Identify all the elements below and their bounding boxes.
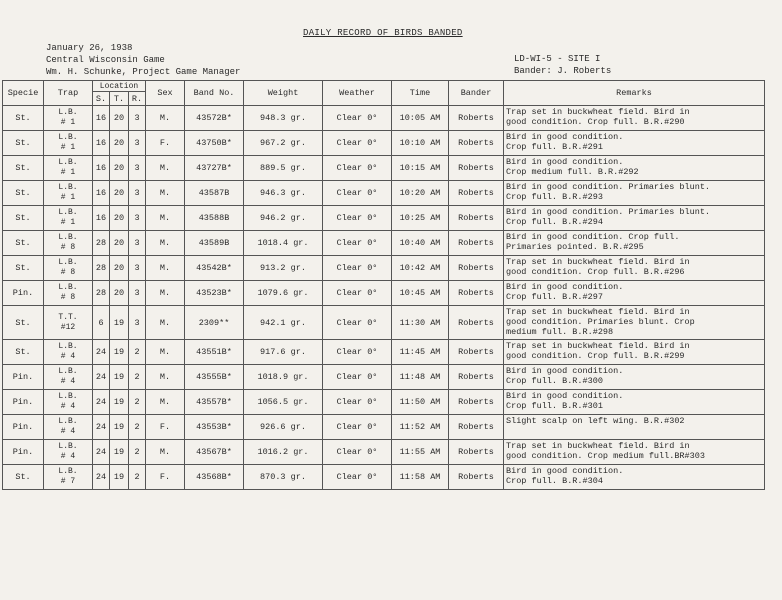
col-township: T. [110, 92, 129, 106]
cell-time: 10:15 AM [392, 156, 449, 181]
cell-trap [44, 440, 93, 465]
cell-weather: Clear 0° [323, 306, 392, 340]
trap-type: L.B. [58, 208, 78, 217]
cell-trap [44, 106, 93, 131]
cell-section: 28 [93, 231, 110, 256]
cell-bander: Roberts [449, 206, 504, 231]
cell-weight: 917.6 gr. [244, 340, 323, 365]
cell-time: 11:58 AM [392, 465, 449, 490]
table-row [3, 365, 765, 390]
cell-species: Pin. [3, 365, 44, 390]
trap-number: # 8 [60, 293, 76, 302]
cell-sex: M. [146, 231, 185, 256]
cell-trap [44, 231, 93, 256]
cell-range: 2 [129, 415, 146, 440]
cell-section: 24 [93, 440, 110, 465]
cell-trap [44, 465, 93, 490]
remarks-line-1: Trap set in buckwheat field. Bird in [506, 341, 690, 351]
trap-number: #12 [60, 322, 76, 332]
cell-weight: 948.3 gr. [244, 106, 323, 131]
cell-township: 19 [110, 365, 129, 390]
trap-type: L.B. [58, 233, 78, 242]
cell-sex: M. [146, 340, 185, 365]
cell-remarks [504, 440, 765, 465]
col-location: Location [93, 81, 146, 92]
cell-section: 28 [93, 256, 110, 281]
cell-range: 3 [129, 106, 146, 131]
cell-species: Pin. [3, 415, 44, 440]
cell-township: 19 [110, 306, 129, 340]
cell-band: 43568B* [185, 465, 244, 490]
cell-township: 19 [110, 440, 129, 465]
cell-band: 43551B* [185, 340, 244, 365]
cell-section: 16 [93, 106, 110, 131]
trap-number: # 4 [60, 427, 76, 436]
cell-sex: M. [146, 306, 185, 340]
cell-bander: Roberts [449, 306, 504, 340]
cell-remarks [504, 340, 765, 365]
cell-bander: Roberts [449, 415, 504, 440]
remarks-line-1: Bird in good condition. Primaries blunt. [506, 207, 711, 217]
cell-time: 10:45 AM [392, 281, 449, 306]
cell-species: St. [3, 340, 44, 365]
table-row [3, 465, 765, 490]
cell-remarks [504, 131, 765, 156]
cell-band: 43588B [185, 206, 244, 231]
table-row [3, 106, 765, 131]
trap-type: L.B. [58, 283, 78, 292]
trap-number: # 1 [60, 218, 76, 227]
cell-time: 11:52 AM [392, 415, 449, 440]
trap-number: # 8 [60, 268, 76, 277]
cell-weight: 1018.9 gr. [244, 365, 323, 390]
cell-weight: 942.1 gr. [244, 306, 323, 340]
cell-weather: Clear 0° [323, 440, 392, 465]
cell-weather: Clear 0° [323, 281, 392, 306]
cell-weight: 870.3 gr. [244, 465, 323, 490]
cell-section: 24 [93, 390, 110, 415]
trap-number: # 4 [60, 402, 76, 411]
cell-time: 11:50 AM [392, 390, 449, 415]
header-manager: Wm. H. Schunke, Project Game Manager [46, 67, 241, 77]
cell-time: 10:05 AM [392, 106, 449, 131]
cell-range: 3 [129, 181, 146, 206]
cell-township: 20 [110, 131, 129, 156]
trap-type: L.B. [58, 367, 78, 376]
remarks-line-2: Slight scalp on left wing. B.R.#302 [506, 416, 685, 426]
cell-band: 43553B* [185, 415, 244, 440]
cell-bander: Roberts [449, 340, 504, 365]
header-organization: Central Wisconsin Game [46, 55, 165, 65]
cell-section: 16 [93, 206, 110, 231]
cell-band: 43750B* [185, 131, 244, 156]
cell-species: Pin. [3, 390, 44, 415]
cell-weather: Clear 0° [323, 206, 392, 231]
cell-species: St. [3, 206, 44, 231]
cell-remarks [504, 256, 765, 281]
cell-band: 2309** [185, 306, 244, 340]
cell-weather: Clear 0° [323, 365, 392, 390]
cell-township: 20 [110, 156, 129, 181]
remarks-line-3: medium full. B.R.#298 [506, 327, 614, 337]
cell-section: 24 [93, 340, 110, 365]
cell-range: 2 [129, 365, 146, 390]
remarks-line-2: Crop full. B.R.#300 [506, 376, 603, 386]
cell-trap [44, 415, 93, 440]
cell-bander: Roberts [449, 131, 504, 156]
banding-table [2, 80, 765, 490]
cell-weight: 1056.5 gr. [244, 390, 323, 415]
cell-band: 43555B* [185, 365, 244, 390]
cell-trap [44, 131, 93, 156]
cell-remarks [504, 465, 765, 490]
remarks-line-1: Bird in good condition. [506, 157, 624, 167]
cell-section: 6 [93, 306, 110, 340]
cell-weight: 946.3 gr. [244, 181, 323, 206]
cell-bander: Roberts [449, 181, 504, 206]
cell-township: 20 [110, 181, 129, 206]
cell-township: 20 [110, 206, 129, 231]
trap-type: L.B. [58, 108, 78, 117]
table-row [3, 415, 765, 440]
table-row [3, 231, 765, 256]
header-right [514, 53, 611, 77]
cell-bander: Roberts [449, 256, 504, 281]
cell-species: Pin. [3, 281, 44, 306]
col-band: Band No. [185, 81, 244, 106]
trap-type: L.B. [58, 133, 78, 142]
cell-trap [44, 306, 93, 340]
remarks-line-2: good condition. Crop full. B.R.#299 [506, 351, 685, 361]
cell-species: St. [3, 465, 44, 490]
cell-time: 10:42 AM [392, 256, 449, 281]
cell-range: 2 [129, 440, 146, 465]
cell-sex: M. [146, 206, 185, 231]
cell-species: St. [3, 256, 44, 281]
cell-time: 11:55 AM [392, 440, 449, 465]
document-title: DAILY RECORD OF BIRDS BANDED [303, 28, 463, 38]
remarks-line-2: good condition. Crop full. B.R.#296 [506, 267, 685, 277]
table-row [3, 340, 765, 365]
cell-band: 43557B* [185, 390, 244, 415]
trap-number: # 4 [60, 377, 76, 386]
remarks-line-2: Crop full. B.R.#297 [506, 292, 603, 302]
cell-weight: 889.5 gr. [244, 156, 323, 181]
cell-section: 28 [93, 281, 110, 306]
trap-type: L.B. [58, 158, 78, 167]
cell-weather: Clear 0° [323, 106, 392, 131]
remarks-line-2: good condition. Crop full. B.R.#290 [506, 117, 685, 127]
cell-bander: Roberts [449, 390, 504, 415]
table-row [3, 206, 765, 231]
cell-band: 43727B* [185, 156, 244, 181]
cell-remarks [504, 206, 765, 231]
cell-time: 11:45 AM [392, 340, 449, 365]
table-row [3, 281, 765, 306]
cell-section: 16 [93, 181, 110, 206]
col-time: Time [392, 81, 449, 106]
cell-range: 3 [129, 306, 146, 340]
cell-range: 3 [129, 206, 146, 231]
remarks-line-2: good condition. Primaries blunt. Crop [506, 317, 695, 327]
cell-bander: Roberts [449, 231, 504, 256]
cell-township: 19 [110, 390, 129, 415]
cell-range: 3 [129, 156, 146, 181]
cell-weather: Clear 0° [323, 415, 392, 440]
cell-weather: Clear 0° [323, 390, 392, 415]
table-row [3, 440, 765, 465]
cell-time: 10:40 AM [392, 231, 449, 256]
trap-type: L.B. [58, 342, 78, 351]
cell-section: 24 [93, 415, 110, 440]
cell-weather: Clear 0° [323, 156, 392, 181]
cell-range: 3 [129, 131, 146, 156]
table-row [3, 306, 765, 340]
cell-township: 20 [110, 256, 129, 281]
cell-weight: 1016.2 gr. [244, 440, 323, 465]
remarks-line-2: Crop full. B.R.#301 [506, 401, 603, 411]
cell-township: 20 [110, 231, 129, 256]
table-row [3, 181, 765, 206]
cell-sex: F. [146, 415, 185, 440]
cell-trap [44, 156, 93, 181]
remarks-line-2: Crop full. B.R.#294 [506, 217, 603, 227]
cell-township: 19 [110, 340, 129, 365]
trap-type: L.B. [58, 467, 78, 476]
cell-trap [44, 281, 93, 306]
cell-section: 16 [93, 131, 110, 156]
remarks-line-1: Bird in good condition. [506, 391, 624, 401]
trap-type: L.B. [58, 258, 78, 267]
cell-sex: M. [146, 106, 185, 131]
cell-range: 3 [129, 231, 146, 256]
cell-trap [44, 340, 93, 365]
cell-section: 24 [93, 365, 110, 390]
cell-sex: M. [146, 365, 185, 390]
trap-number: # 7 [60, 477, 76, 486]
remarks-line-1: Bird in good condition. [506, 466, 624, 476]
cell-range: 2 [129, 390, 146, 415]
col-remarks: Remarks [504, 81, 765, 106]
col-trap: Trap [44, 81, 93, 106]
cell-weather: Clear 0° [323, 340, 392, 365]
remarks-line-2: good condition. Crop medium full.BR#303 [506, 451, 705, 461]
table-row [3, 131, 765, 156]
remarks-line-1: Trap set in buckwheat field. Bird in [506, 107, 690, 117]
remarks-line-2: Primaries pointed. B.R.#295 [506, 242, 644, 252]
cell-time: 10:25 AM [392, 206, 449, 231]
cell-bander: Roberts [449, 440, 504, 465]
trap-number: # 1 [60, 168, 76, 177]
cell-band: 43572B* [185, 106, 244, 131]
cell-remarks [504, 156, 765, 181]
header-date: January 26, 1938 [46, 43, 133, 53]
cell-bander: Roberts [449, 156, 504, 181]
cell-range: 3 [129, 256, 146, 281]
cell-weather: Clear 0° [323, 256, 392, 281]
trap-type: L.B. [58, 183, 78, 192]
remarks-line-1: Bird in good condition. Crop full. [506, 232, 680, 242]
header-left [46, 42, 240, 78]
cell-township: 20 [110, 281, 129, 306]
cell-remarks [504, 390, 765, 415]
trap-number: # 8 [60, 243, 76, 252]
cell-weather: Clear 0° [323, 465, 392, 490]
col-range: R. [129, 92, 146, 106]
cell-bander: Roberts [449, 365, 504, 390]
cell-remarks [504, 231, 765, 256]
col-weight: Weight [244, 81, 323, 106]
cell-species: St. [3, 106, 44, 131]
cell-trap [44, 181, 93, 206]
cell-bander: Roberts [449, 465, 504, 490]
cell-weather: Clear 0° [323, 131, 392, 156]
remarks-line-1: Trap set in buckwheat field. Bird in [506, 441, 690, 451]
trap-number: # 1 [60, 118, 76, 127]
cell-remarks [504, 306, 765, 340]
remarks-line-2: Crop full. B.R.#304 [506, 476, 603, 486]
cell-section: 24 [93, 465, 110, 490]
cell-trap [44, 256, 93, 281]
cell-township: 19 [110, 415, 129, 440]
remarks-line-2: Crop medium full. B.R.#292 [506, 167, 639, 177]
cell-remarks [504, 365, 765, 390]
cell-species: Pin. [3, 440, 44, 465]
cell-trap [44, 206, 93, 231]
cell-bander: Roberts [449, 106, 504, 131]
cell-range: 3 [129, 281, 146, 306]
cell-sex: M. [146, 281, 185, 306]
trap-number: # 4 [60, 452, 76, 461]
cell-species: St. [3, 306, 44, 340]
trap-number: # 1 [60, 143, 76, 152]
cell-sex: M. [146, 390, 185, 415]
cell-remarks [504, 415, 765, 440]
cell-time: 10:10 AM [392, 131, 449, 156]
trap-type: T.T. [58, 312, 78, 322]
cell-weight: 1079.6 gr. [244, 281, 323, 306]
col-section: S. [93, 92, 110, 106]
cell-section: 16 [93, 156, 110, 181]
remarks-line-1: Bird in good condition. [506, 282, 624, 292]
cell-weight: 926.6 gr. [244, 415, 323, 440]
cell-species: St. [3, 131, 44, 156]
trap-type: L.B. [58, 417, 78, 426]
cell-township: 19 [110, 465, 129, 490]
cell-band: 43542B* [185, 256, 244, 281]
cell-remarks [504, 181, 765, 206]
remarks-line-1: Bird in good condition. [506, 366, 624, 376]
cell-species: St. [3, 156, 44, 181]
cell-township: 20 [110, 106, 129, 131]
cell-time: 10:20 AM [392, 181, 449, 206]
remarks-line-1: Bird in good condition. Primaries blunt. [506, 182, 711, 192]
cell-species: St. [3, 181, 44, 206]
cell-sex: F. [146, 465, 185, 490]
cell-weight: 1018.4 gr. [244, 231, 323, 256]
trap-type: L.B. [58, 442, 78, 451]
remarks-line-1: Trap set in buckwheat field. Bird in [506, 257, 690, 267]
cell-range: 2 [129, 340, 146, 365]
cell-band: 43589B [185, 231, 244, 256]
cell-sex: M. [146, 156, 185, 181]
col-sex: Sex [146, 81, 185, 106]
cell-sex: M. [146, 440, 185, 465]
col-species: Specie [3, 81, 44, 106]
table-row [3, 156, 765, 181]
header-bander: Bander: J. Roberts [514, 66, 612, 76]
table-row [3, 390, 765, 415]
cell-time: 11:48 AM [392, 365, 449, 390]
remarks-line-2: Crop full. B.R.#291 [506, 142, 603, 152]
header-site: LD-WI-5 - SITE I [514, 54, 601, 64]
trap-number: # 4 [60, 352, 76, 361]
cell-range: 2 [129, 465, 146, 490]
cell-bander: Roberts [449, 281, 504, 306]
table-row [3, 256, 765, 281]
cell-weight: 913.2 gr. [244, 256, 323, 281]
cell-weight: 967.2 gr. [244, 131, 323, 156]
cell-band: 43587B [185, 181, 244, 206]
cell-weather: Clear 0° [323, 231, 392, 256]
col-weather: Weather [323, 81, 392, 106]
remarks-line-1: Bird in good condition. [506, 132, 624, 142]
cell-species: St. [3, 231, 44, 256]
trap-number: # 1 [60, 193, 76, 202]
cell-remarks [504, 281, 765, 306]
trap-type: L.B. [58, 392, 78, 401]
cell-weather: Clear 0° [323, 181, 392, 206]
remarks-line-1: Trap set in buckwheat field. Bird in [506, 307, 690, 317]
col-bander: Bander [449, 81, 504, 106]
cell-trap [44, 390, 93, 415]
cell-remarks [504, 106, 765, 131]
cell-trap [44, 365, 93, 390]
cell-sex: F. [146, 131, 185, 156]
remarks-line-2: Crop full. B.R.#293 [506, 192, 603, 202]
cell-band: 43567B* [185, 440, 244, 465]
cell-time: 11:30 AM [392, 306, 449, 340]
cell-band: 43523B* [185, 281, 244, 306]
cell-sex: M. [146, 181, 185, 206]
cell-sex: M. [146, 256, 185, 281]
cell-weight: 946.2 gr. [244, 206, 323, 231]
